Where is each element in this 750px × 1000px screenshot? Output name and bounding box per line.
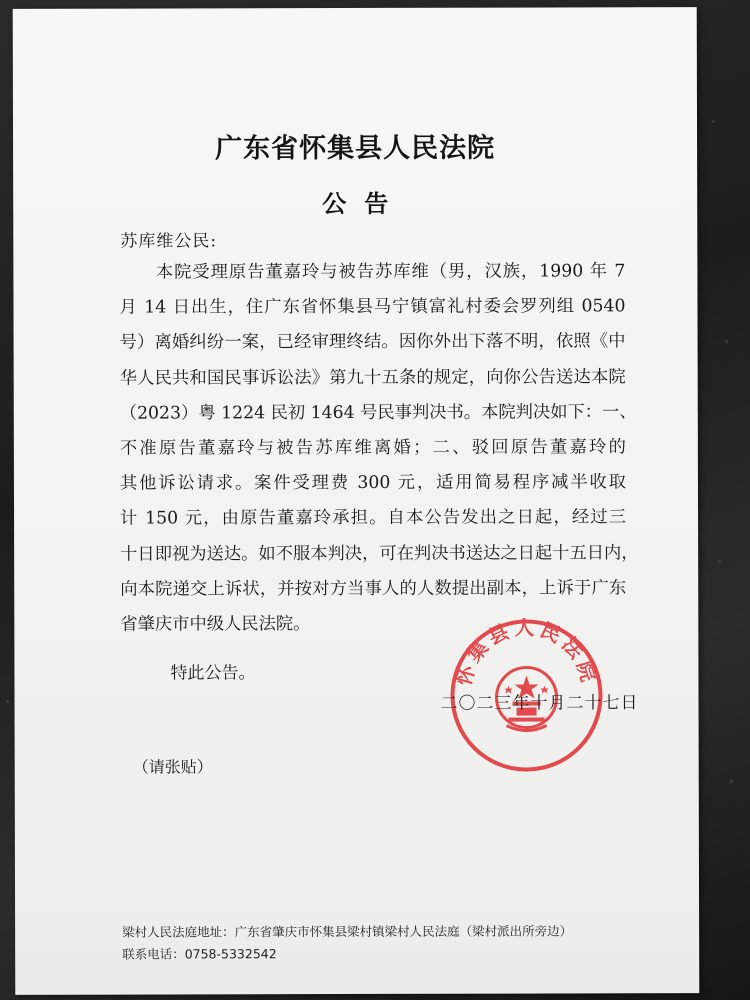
- surface-speck: [725, 340, 728, 343]
- body-line: 向本院递交上诉状，并按对方当事人的人数提出副本，上诉于广东: [120, 577, 627, 600]
- body-line: 月 14 日出生，住广东省怀集县马宁镇富礼村委会罗列组 0540: [119, 296, 626, 318]
- notice-date: 二〇二三年十月二十七日: [440, 693, 639, 714]
- court-title: 广东省怀集县人民法院: [215, 132, 496, 165]
- body-line: 计 150 元，由原告董嘉玲承担。自本公告发出之日起，经过三: [120, 507, 627, 529]
- seal-text-path: 怀集县人民法院: [451, 615, 602, 689]
- body-line: 其他诉讼请求。案件受理费 300 元，适用简易程序减半收取: [119, 472, 626, 494]
- body-line: 华人民共和国民事诉讼法》第九十五条的规定，向你公告送达本院: [119, 366, 626, 389]
- court-address: 梁村人民法庭地址：广东省肇庆市怀集县梁村镇梁村人民法庭（梁村派出所旁边）: [122, 923, 573, 940]
- surface-speck: [730, 780, 733, 783]
- notice-paper: [13, 7, 700, 995]
- surface-speck: [718, 560, 721, 563]
- body-line: 不准原告董嘉玲与被告苏库维离婚；二、驳回原告董嘉玲的: [119, 437, 626, 459]
- notice-body: [119, 254, 639, 642]
- notice-title: 公告: [322, 188, 407, 219]
- surface-speck: [712, 120, 715, 123]
- posting-note: （请张贴）: [132, 757, 213, 777]
- surface-speck: [6, 700, 9, 703]
- body-line: 本院受理原告董嘉玲与被告苏库维（男，汉族，1990 年 7: [119, 261, 626, 283]
- body-line: （2023）粤 1224 民初 1464 号民事判决书。本院判决如下：一、: [119, 402, 637, 424]
- body-line: 十日即视为送达。如不服本判决，可在判决书送达之日起十五日内，: [120, 542, 639, 565]
- closing-statement: 特此公告。: [170, 663, 256, 684]
- court-phone: 联系电话：0758-5332542: [122, 946, 277, 962]
- body-line: 省肇庆市中级人民法院。: [120, 613, 311, 635]
- addressee: 苏库维公民:: [120, 231, 218, 252]
- body-line: 号）离婚纠纷一案，已经审理终结。因你外出下落不明，依照《中: [119, 331, 626, 353]
